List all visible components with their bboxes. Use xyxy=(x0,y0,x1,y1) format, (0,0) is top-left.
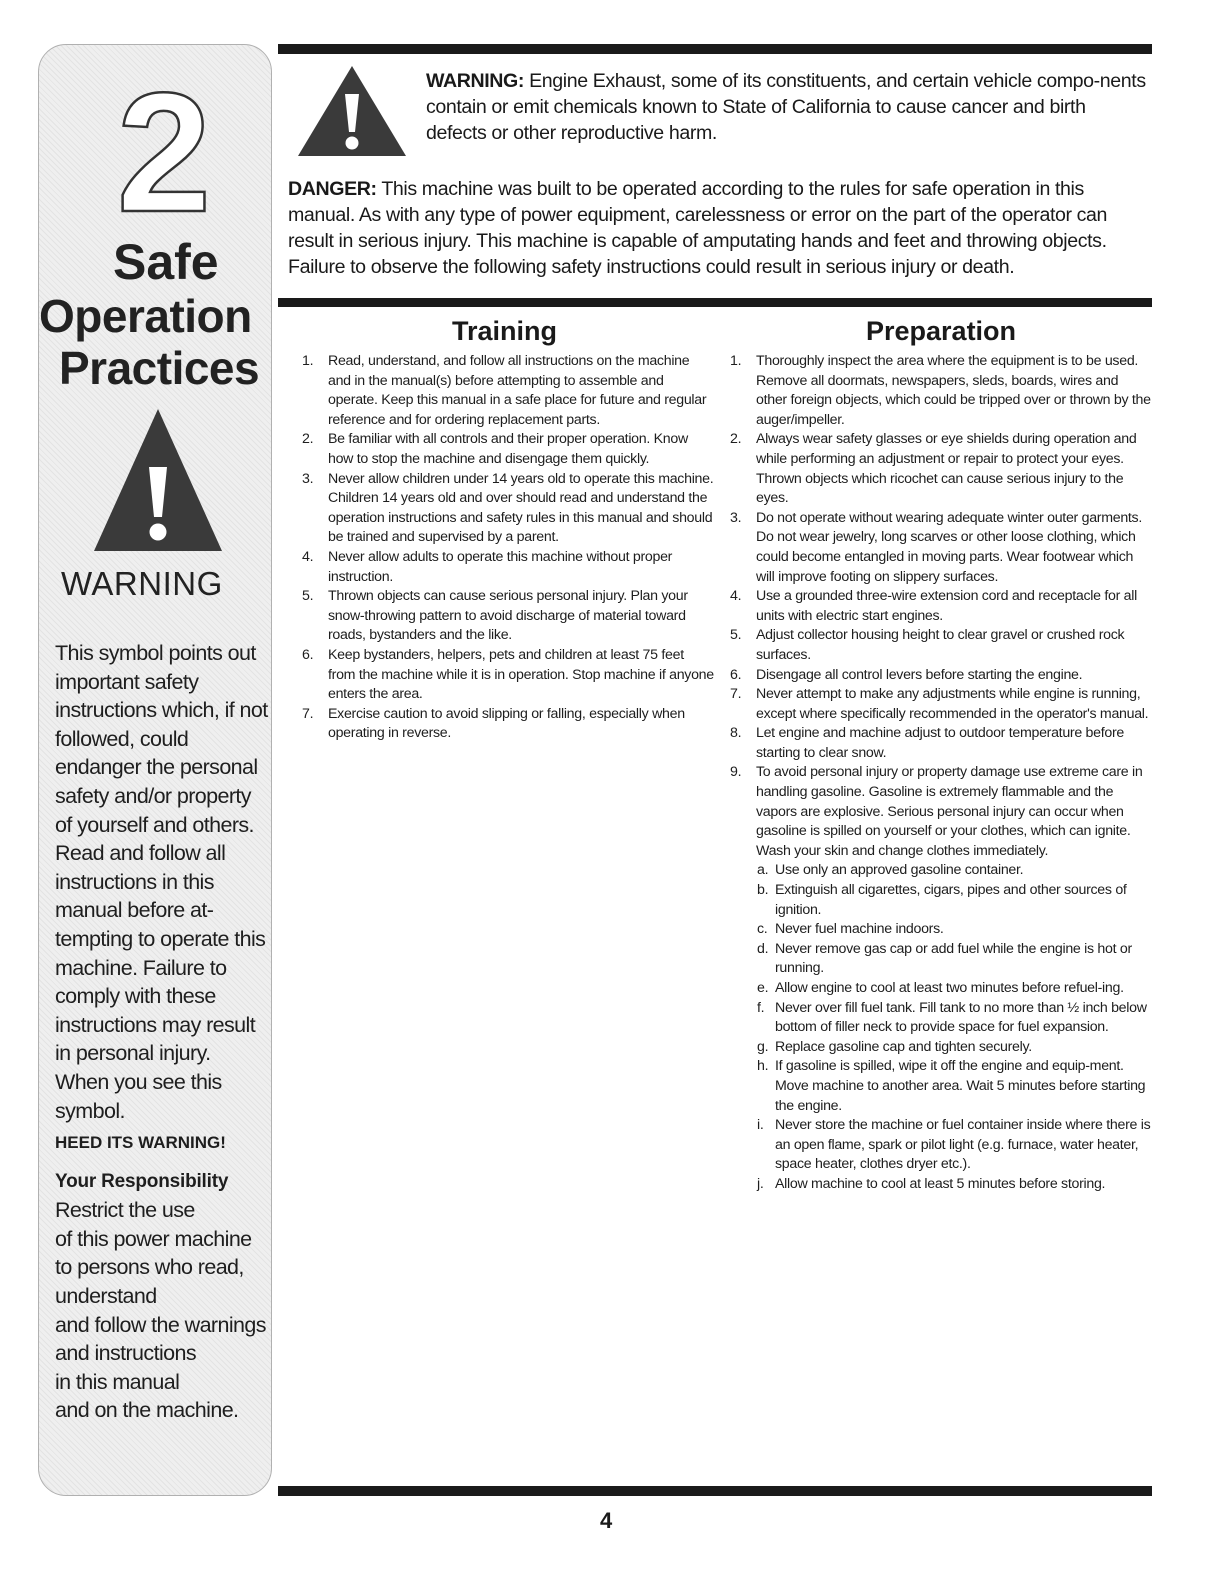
sub-list-item-letter: g. xyxy=(757,1038,769,1055)
chapter-sidebar xyxy=(38,44,272,1496)
sub-list-item xyxy=(728,1038,1152,1058)
top-divider xyxy=(278,44,1152,54)
sub-list-item xyxy=(728,940,1152,979)
list-item-text: Never allow adults to operate this machine without proper instruction. xyxy=(328,548,673,585)
sub-list-item xyxy=(728,881,1152,920)
warning-triangle-icon xyxy=(91,405,225,555)
chapter-title-line1: Safe xyxy=(113,234,219,290)
list-item xyxy=(300,430,714,469)
list-item xyxy=(728,666,1152,686)
sub-list-item xyxy=(728,861,1152,881)
sub-list-item-letter: f. xyxy=(757,999,765,1016)
training-list xyxy=(300,352,714,744)
list-item-number: 7. xyxy=(730,686,742,703)
list-item-number: 5. xyxy=(730,627,742,644)
list-item xyxy=(300,470,714,548)
list-item xyxy=(728,626,1152,665)
list-item xyxy=(728,587,1152,626)
warning-body: Engine Exhaust, some of its constituents, and certain vehicle compo-nents contain or emit chemicals known to State of California to cause cancer and birth defects or other reproductive harm. xyxy=(426,70,1146,144)
sub-list-item-text: Allow machine to cool at least 5 minutes before storing. xyxy=(775,1175,1106,1192)
warning-triangle-icon xyxy=(296,64,408,158)
list-item-number: 5. xyxy=(302,588,314,605)
list-item-text: Never allow children under 14 years old to operate this machine. Children 14 years old and over should read and understand the operation instructions and safety rules in this manual and should be trained and supervised by a parent. xyxy=(328,470,714,546)
list-item-number: 6. xyxy=(302,646,314,663)
sub-list-item xyxy=(728,1175,1152,1195)
list-item-number: 1. xyxy=(302,353,314,369)
sub-list-item-text: If gasoline is spilled, wipe it off the engine and equip-ment. Move machine to another area. Wait 5 minutes before starting the engine. xyxy=(775,1058,1146,1114)
sub-list-item xyxy=(728,920,1152,940)
list-item-number: 3. xyxy=(730,509,742,526)
chapter-title-line3: Practices xyxy=(59,342,260,394)
bottom-divider xyxy=(278,1486,1152,1496)
list-item-number: 8. xyxy=(730,725,742,742)
sub-list-item-text: Replace gasoline cap and tighten securely. xyxy=(775,1038,1032,1055)
list-item xyxy=(728,763,1152,861)
chapter-title-line2: Operation xyxy=(39,290,252,342)
sub-list-item-text: Never store the machine or fuel container inside where there is an open flame, spark or pilot light (e.g. furnace, water heater, space heater, clothes dryer etc.). xyxy=(775,1117,1151,1173)
preparation-heading: Preparation xyxy=(866,316,1017,346)
sidebar-warning-label: WARNING xyxy=(61,565,223,602)
danger-lead: DANGER: xyxy=(288,178,377,200)
svg-text:2: 2 xyxy=(116,71,212,231)
list-item-text: To avoid personal injury or property damage use extreme care in handling gasoline. Gasoline is extremely flammable and the vapors are explosive. Serious personal injury can occur when gasoline is spilled on yourself or your clothes, which can ignite. Wash your skin and change clothes immediately. xyxy=(756,764,1143,859)
list-item-text: Be familiar with all controls and their proper operation. Know how to stop the machine and disengage them quickly. xyxy=(328,431,688,467)
sub-list-item-text: Allow engine to cool at least two minutes before refuel-ing. xyxy=(775,980,1124,996)
sub-list-item-letter: c. xyxy=(757,921,768,938)
preparation-list xyxy=(728,352,1152,861)
list-item xyxy=(300,548,714,587)
list-item-text: Thoroughly inspect the area where the equipment is to be used. Remove all doormats, newspapers, sleds, boards, wires and other foreign objects, which could be tripped over or thrown by the auger/impeller. xyxy=(756,353,1151,428)
sub-list-item-text: Extinguish all cigarettes, cigars, pipes and other sources of ignition. xyxy=(775,882,1127,918)
sub-list-item-letter: d. xyxy=(757,940,769,957)
warning-lead: WARNING: xyxy=(426,70,525,92)
sub-list-item xyxy=(728,979,1152,999)
sub-list-item-text: Never over fill fuel tank. Fill tank to no more than ½ inch below bottom of filler neck to provide space for fuel expansion. xyxy=(775,999,1147,1036)
list-item xyxy=(300,352,714,430)
list-item-number: 1. xyxy=(730,353,742,369)
list-item xyxy=(300,587,714,646)
sub-list-item-text: Never remove gas cap or add fuel while the engine is hot or running. xyxy=(775,940,1132,977)
sidebar-body xyxy=(55,639,269,1425)
responsibility-text: Restrict the use of this power machine to persons who read, understand and follow the warnings and instructions in this manual and on the machine. xyxy=(55,1198,266,1423)
middle-divider xyxy=(278,298,1152,307)
list-item xyxy=(728,430,1152,508)
list-item-number: 4. xyxy=(302,548,314,565)
sub-list-item-letter: j. xyxy=(757,1175,764,1192)
list-item-text: Never attempt to make any adjustments while engine is running, except where specifically recommended in the operator's manual. xyxy=(756,686,1149,722)
sub-list-item xyxy=(728,1057,1152,1116)
list-item xyxy=(728,509,1152,587)
list-item-number: 9. xyxy=(730,764,742,781)
symbol-explanation: This symbol points out important safety instructions which, if not followed, could endanger the personal safety and/or property of yourself and others. Read and follow all instructions in this manual before at-tempting to operate this machine. Failure to comply with these instructions may result in personal injury. When you see this symbol. xyxy=(55,641,268,1123)
sub-list-item-text: Use only an approved gasoline container. xyxy=(775,862,1024,879)
page-number: 4 xyxy=(600,1508,613,1533)
responsibility-heading: Your Responsibility xyxy=(55,1170,229,1192)
list-item-number: 6. xyxy=(730,666,742,683)
list-item-number: 2. xyxy=(302,431,314,448)
sub-list-item-letter: i. xyxy=(757,1117,764,1134)
sub-list-item xyxy=(728,999,1152,1038)
list-item xyxy=(728,685,1152,724)
list-item-text: Exercise caution to avoid slipping or falling, especially when operating in reverse. xyxy=(328,705,685,742)
list-item xyxy=(728,724,1152,763)
list-item-text: Let engine and machine adjust to outdoor temperature before starting to clear snow. xyxy=(756,725,1124,761)
training-heading: Training xyxy=(452,316,558,346)
sub-list-item-text: Never fuel machine indoors. xyxy=(775,921,944,938)
sub-list-item-letter: b. xyxy=(757,882,769,899)
list-item-text: Keep bystanders, helpers, pets and children at least 75 feet from the machine while it is in operation. Stop machine if anyone enters the area. xyxy=(328,646,714,703)
heed-warning-text: HEED ITS WARNING! xyxy=(55,1133,226,1153)
danger-notice xyxy=(288,176,1150,280)
gasoline-sublist xyxy=(728,861,1152,1194)
preparation-column xyxy=(728,352,1152,1195)
sub-list-item-letter: a. xyxy=(757,862,769,879)
list-item-number: 7. xyxy=(302,705,314,722)
california-warning xyxy=(426,68,1146,146)
list-item-number: 2. xyxy=(730,431,742,448)
list-item-text: Always wear safety glasses or eye shields during operation and while performing an adjustment or repair to protect your eyes. Thrown objects which ricochet can cause serious injury to the eyes. xyxy=(756,431,1137,507)
list-item-text: Use a grounded three-wire extension cord and receptacle for all units with electric start engines. xyxy=(756,588,1137,624)
list-item xyxy=(300,646,714,705)
list-item-text: Adjust collector housing height to clear gravel or crushed rock surfaces. xyxy=(756,627,1125,663)
danger-body: This machine was built to be operated according to the rules for safe operation in this manual. As with any type of power equipment, carelessness or error on the part of the operator can result in serious injury. This machine is capable of amputating hands and feet and throwing objects. Failure to observe the following safety instructions could result in serious injury or death. xyxy=(288,178,1108,278)
chapter-number xyxy=(109,71,219,231)
list-item-text: Read, understand, and follow all instructions on the machine and in the manual(s) before attempting to assemble and operate. Keep this manual in a safe place for future and regular reference and for ordering replacement parts. xyxy=(328,353,707,428)
list-item-number: 4. xyxy=(730,588,742,605)
sub-list-item xyxy=(728,1116,1152,1175)
list-item-text: Thrown objects can cause serious personal injury. Plan your snow-throwing pattern to avoid discharge of material toward roads, bystanders and the like. xyxy=(328,588,688,644)
list-item xyxy=(300,705,714,744)
list-item-text: Disengage all control levers before starting the engine. xyxy=(756,666,1083,683)
list-item-text: Do not operate without wearing adequate winter outer garments. Do not wear jewelry, long scarves or other loose clothing, which could become entangled in moving parts. Wear footwear which will improve footing on slippery surfaces. xyxy=(756,509,1142,585)
list-item xyxy=(728,352,1152,430)
list-item-number: 3. xyxy=(302,470,314,487)
sub-list-item-letter: e. xyxy=(757,980,769,996)
sub-list-item-letter: h. xyxy=(757,1058,769,1075)
